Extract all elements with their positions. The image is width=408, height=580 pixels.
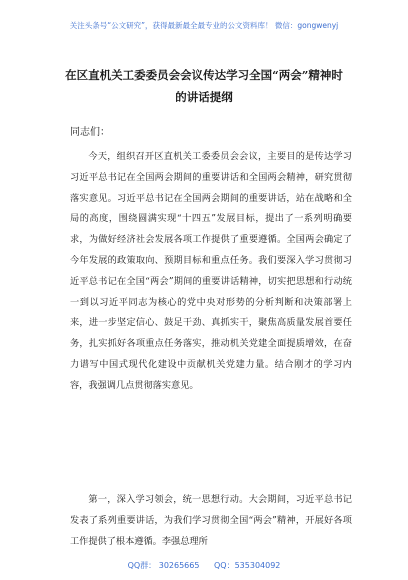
salutation: 同志们： bbox=[70, 127, 110, 138]
header-banner: 关注头条号“公文研究”，获得最新最全最专业的公文资料库！ 微信：gongwenyj bbox=[69, 21, 339, 30]
document-title bbox=[40, 64, 368, 108]
paragraph-1-text: 今天，组织召开区直机关工委委员会会议，主要目的是传达学习习近平总书记在全国两会期间的重要讲话和全国两会精神，研究贯彻落实意见。习近平总书记在全国两会期间的重要讲话，站在战略和全局的高度，围绕圆满实现“十四五”发展目标，提出了一系列明确要求，为做好经济社会发展各项工作提供了重要遵循。全国两会确定了今年发展的政策取向、预期目标和重点任务。我们要深入学习贯彻习近平总书记在全国“两会”期间的重要讲话精神，切实把思想和行动统一到以习近平同志为核心的党中央对形势的分析判断和决策部署上来，进一步坚定信心、鼓足干劲、真抓实干，聚焦高质量发展首要任务，扎实抓好各项重点任务落实，推动机关党建全面提质增效，在奋力谱写中国式现代化建设中贡献机关党建力量。结合刚才的学习内容，我强调几点贯彻落实意见。 bbox=[70, 151, 352, 391]
footer-qq-group: QQ群： 30265665 bbox=[127, 561, 200, 570]
footer bbox=[0, 560, 408, 571]
paragraph-2 bbox=[70, 490, 352, 552]
footer-qq: QQ：535304092 bbox=[214, 561, 281, 570]
title-line-2: 的讲话提纲 bbox=[175, 90, 233, 104]
title-line-1: 在区直机关工委委员会会议传达学习全国“两会”精神时 bbox=[65, 68, 343, 82]
paragraph-2-text: 第一，深入学习领会，统一思想行动。大会期间，习近平总书记发表了系列重要讲话，为我们学习贯彻全国“两会”精神，开展好各项工作提供了根本遵循。李强总理所 bbox=[70, 494, 352, 547]
paragraph-1 bbox=[70, 147, 352, 397]
